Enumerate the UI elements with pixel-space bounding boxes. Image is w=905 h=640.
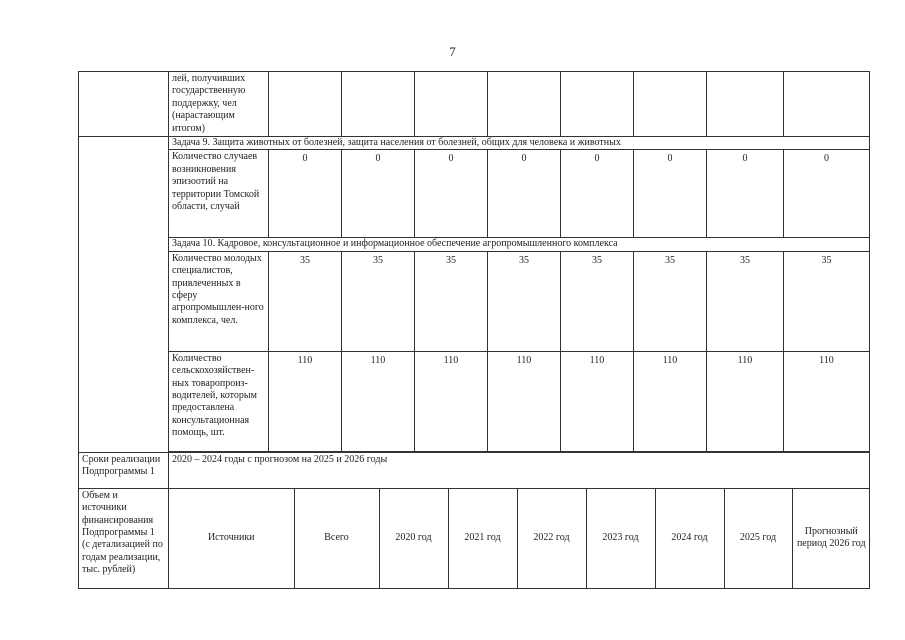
value-cell xyxy=(707,72,784,137)
header-sources: Источники xyxy=(207,532,255,544)
financing-label: Объем и источники финансирования Подпрограммы 1 (с детализацией по годам реализации, тыс. рублей) xyxy=(79,488,169,588)
task-row xyxy=(79,137,870,150)
value-cell: 110 xyxy=(269,351,342,451)
value-cell xyxy=(784,72,870,137)
page-number: 7 xyxy=(449,44,456,59)
value-cell xyxy=(561,72,634,137)
terms-label: Сроки реализации Подпрограммы 1 xyxy=(79,452,169,488)
header-total: Всего xyxy=(294,489,379,588)
financing-header-table xyxy=(169,489,870,588)
task-10-heading: Задача 10. Кадровое, консультационное и информационное обеспечение агропромышленного комплекса xyxy=(169,238,870,251)
indicators-table xyxy=(78,71,870,589)
value-cell: 110 xyxy=(561,351,634,451)
value-cell: 0 xyxy=(415,150,488,238)
indicator-label: Количество сельскохозяйствен-ных товаропроиз-водителей, которым предоставлена консультационная помощь, шт. xyxy=(169,351,269,451)
indicator-label: лей, получивших государственную поддержку, чел (нарастающим итогом) xyxy=(169,72,269,137)
indicator-label: Количество молодых специалистов, привлеченных в сферу агропромышлен-ного комплекса, чел. xyxy=(169,251,269,351)
header-2021: 2021 год xyxy=(448,489,517,588)
value-cell xyxy=(488,72,561,137)
task-9-heading: Задача 9. Защита животных от болезней, защита населения от болезней, общих для человека и животных xyxy=(169,137,870,150)
empty-cell xyxy=(79,137,169,453)
value-cell xyxy=(269,72,342,137)
value-cell: 0 xyxy=(561,150,634,238)
terms-row xyxy=(79,452,870,488)
table-row xyxy=(79,150,870,238)
value-cell xyxy=(415,72,488,137)
task-row xyxy=(79,238,870,251)
value-cell: 110 xyxy=(488,351,561,451)
value-cell: 0 xyxy=(784,150,870,238)
value-cell: 0 xyxy=(634,150,707,238)
value-cell xyxy=(342,72,415,137)
indicator-label: Количество случаев возникновения эпизоотий на территории Томской области, случай xyxy=(169,150,269,238)
header-2024: 2024 год xyxy=(655,489,724,588)
value-cell: 110 xyxy=(707,351,784,451)
value-cell: 0 xyxy=(488,150,561,238)
header-2020: 2020 год xyxy=(379,489,448,588)
value-cell: 0 xyxy=(342,150,415,238)
value-cell: 110 xyxy=(784,351,870,451)
empty-cell xyxy=(79,72,169,137)
header-2025: 2025 год xyxy=(724,489,792,588)
financing-row xyxy=(79,488,870,588)
value-cell: 35 xyxy=(561,251,634,351)
value-cell: 110 xyxy=(415,351,488,451)
value-cell: 35 xyxy=(415,251,488,351)
value-cell xyxy=(634,72,707,137)
value-cell: 35 xyxy=(634,251,707,351)
table-row xyxy=(79,351,870,451)
terms-value: 2020 – 2024 годы с прогнозом на 2025 и 2026 годы xyxy=(169,452,870,488)
value-cell: 35 xyxy=(784,251,870,351)
table-row xyxy=(79,251,870,351)
value-cell: 35 xyxy=(342,251,415,351)
header-2023: 2023 год xyxy=(586,489,655,588)
financing-header-cell xyxy=(169,488,870,588)
value-cell: 0 xyxy=(269,150,342,238)
value-cell: 35 xyxy=(488,251,561,351)
value-cell: 35 xyxy=(707,251,784,351)
value-cell: 35 xyxy=(269,251,342,351)
value-cell: 0 xyxy=(707,150,784,238)
value-cell: 110 xyxy=(342,351,415,451)
header-2026-forecast: Прогнозный период 2026 год xyxy=(792,489,870,588)
header-2022: 2022 год xyxy=(517,489,586,588)
value-cell: 110 xyxy=(634,351,707,451)
table-row xyxy=(79,72,870,137)
